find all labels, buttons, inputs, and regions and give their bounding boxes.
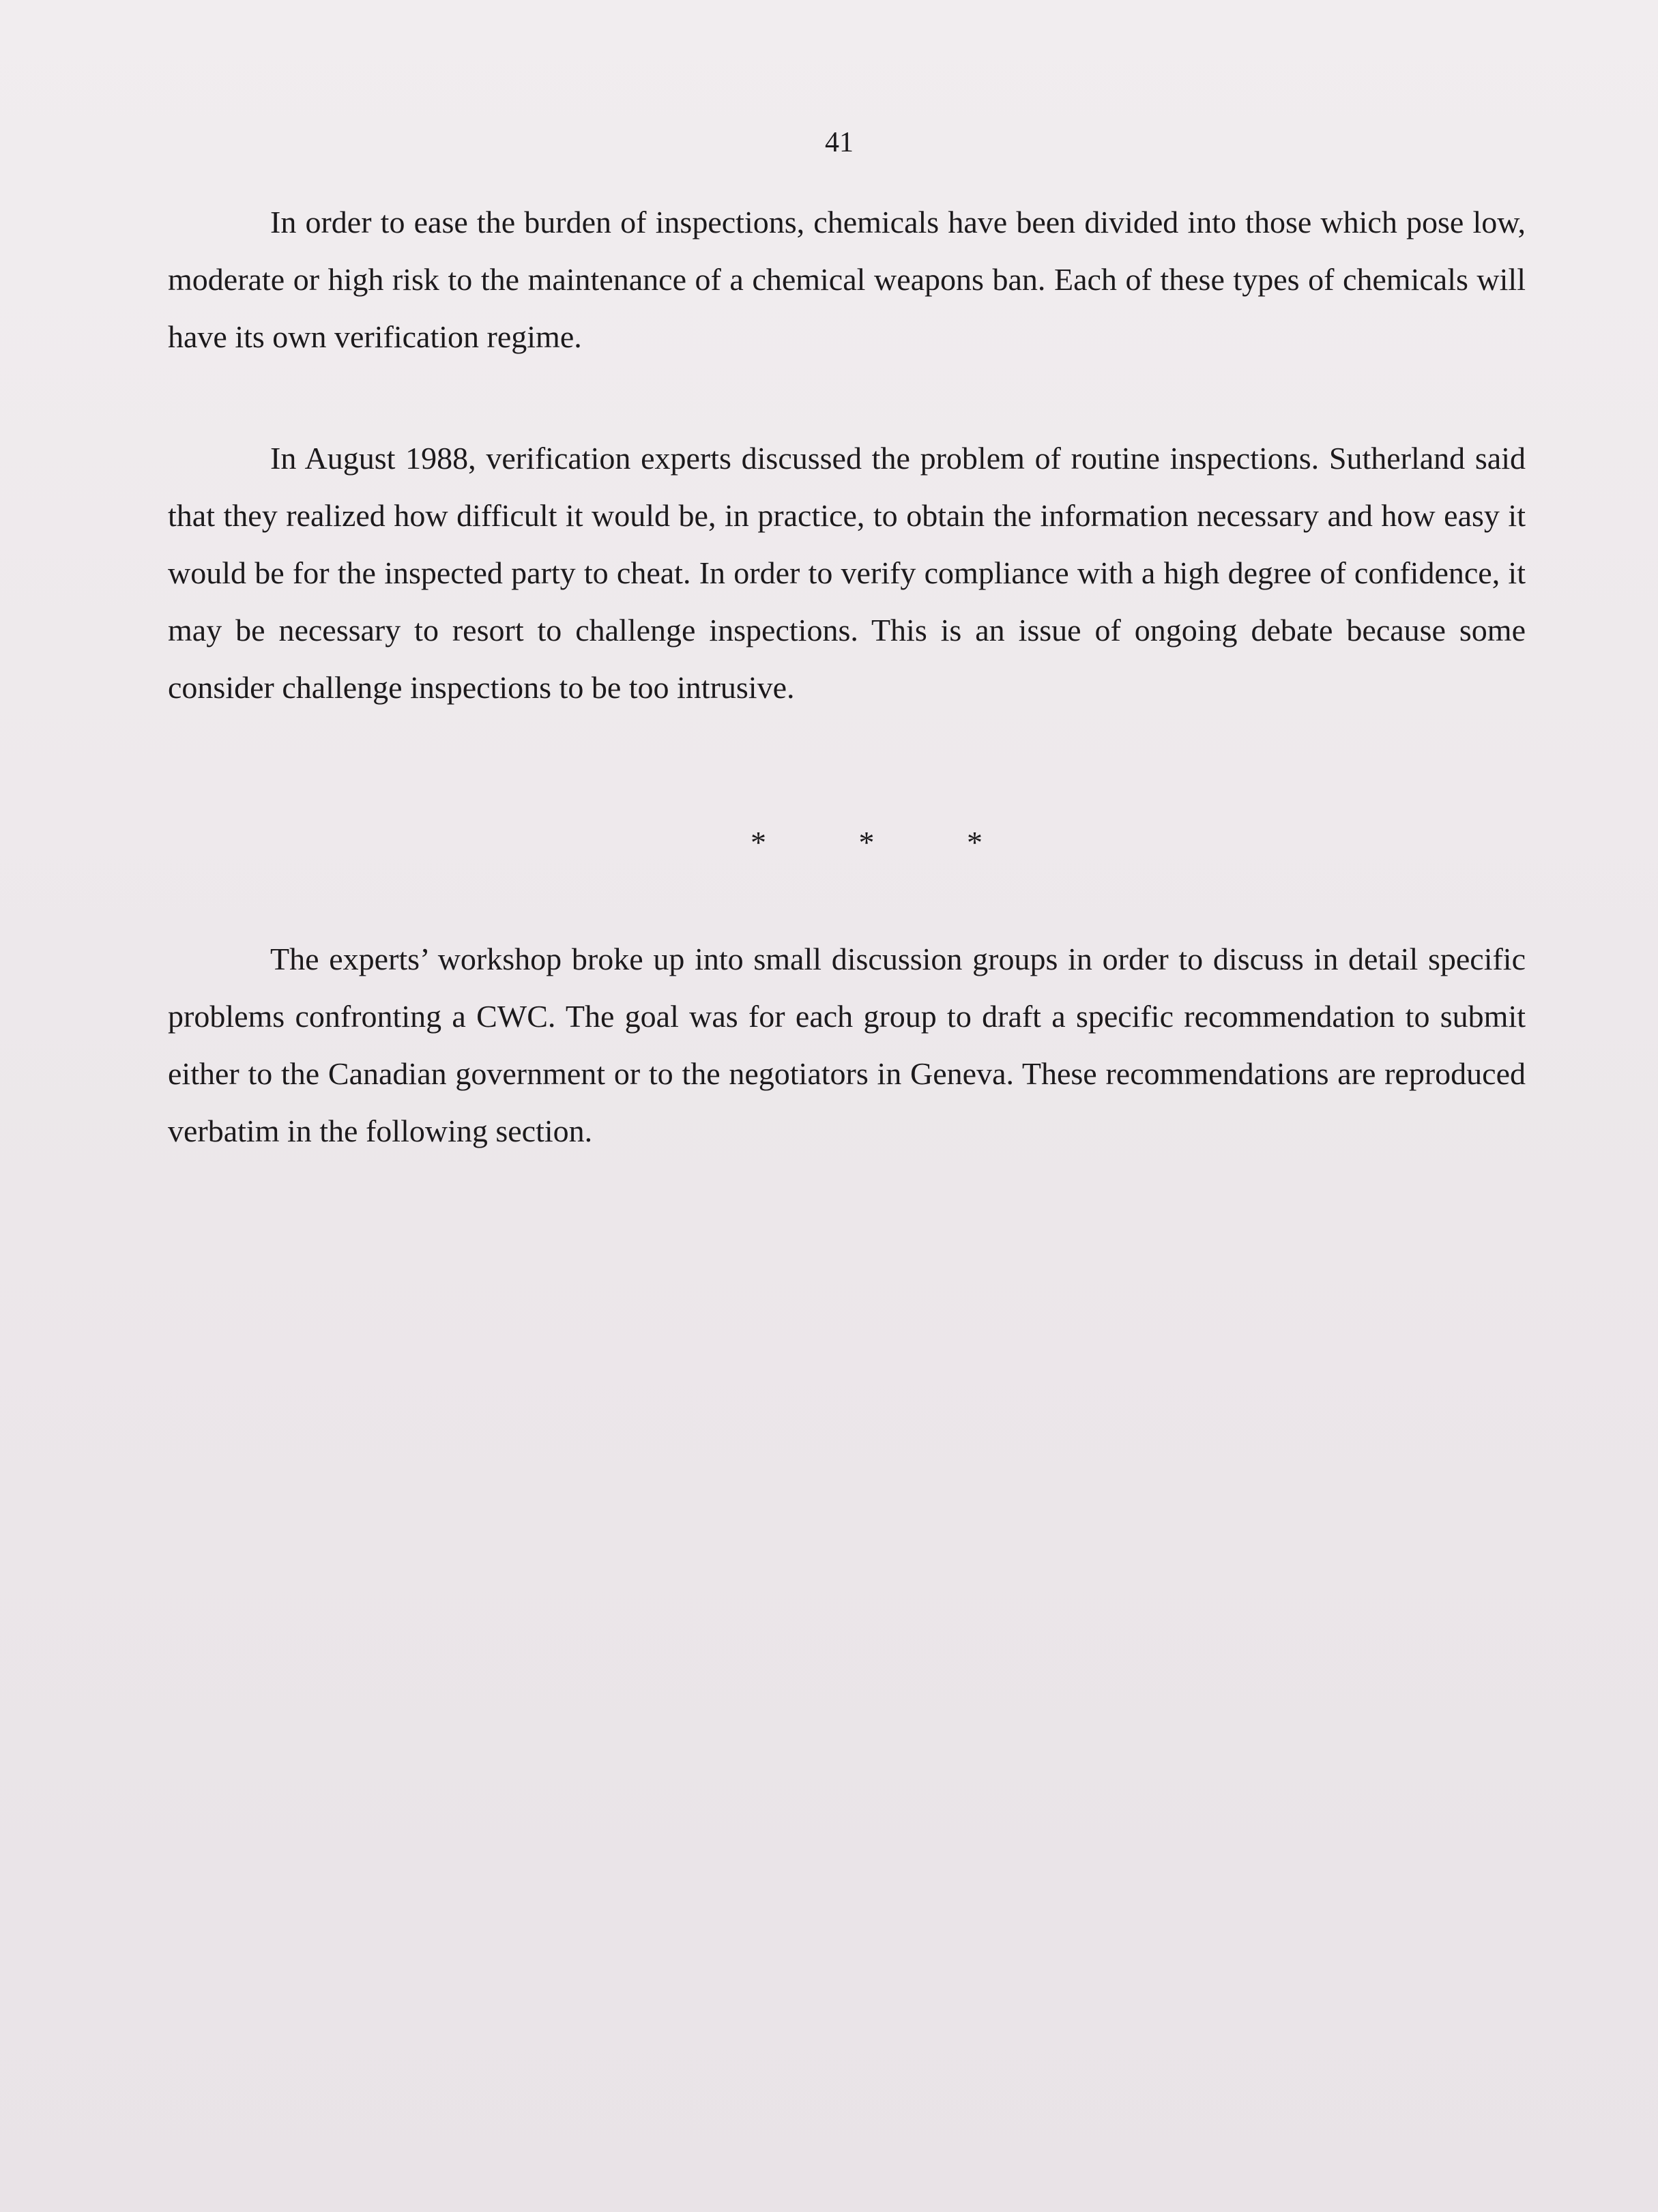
paragraph-text: In order to ease the burden of inspections, chemicals have been divided into those which pose low, moderate or high risk to the maintenance of a chemical weapons ban. Each of these types of chemicals will have its own verification regime. bbox=[168, 205, 1526, 354]
section-separator bbox=[751, 827, 983, 858]
paragraph-inspection-burden bbox=[168, 194, 1526, 366]
separator-asterisk: * bbox=[751, 825, 766, 860]
separator-asterisk: * bbox=[858, 825, 875, 860]
page-number: 41 bbox=[825, 127, 854, 158]
paragraph-text: In August 1988, verification experts discussed the problem of routine inspections. Sutherland said that they realized how difficult it would be, in practice, to obtain the information necessary and how easy it would be for the inspected party to cheat. In order to verify compliance with a high degree of confidence, it may be necessary to resort to challenge inspections. This is an issue of ongoing debate because some consider challenge inspections to be too intrusive. bbox=[168, 441, 1526, 705]
separator-asterisk: * bbox=[967, 825, 983, 860]
paragraph-routine-inspections bbox=[168, 430, 1526, 716]
paragraph-text: The experts’ workshop broke up into small discussion groups in order to discuss in detail specific problems confronting a CWC. The goal was for each group to draft a specific recommendation to submit either to the Canadian government or to the negotiators in Geneva. These recommendations are reproduced verbatim in the following section. bbox=[168, 942, 1526, 1148]
paragraph-workshop-groups bbox=[168, 931, 1526, 1160]
